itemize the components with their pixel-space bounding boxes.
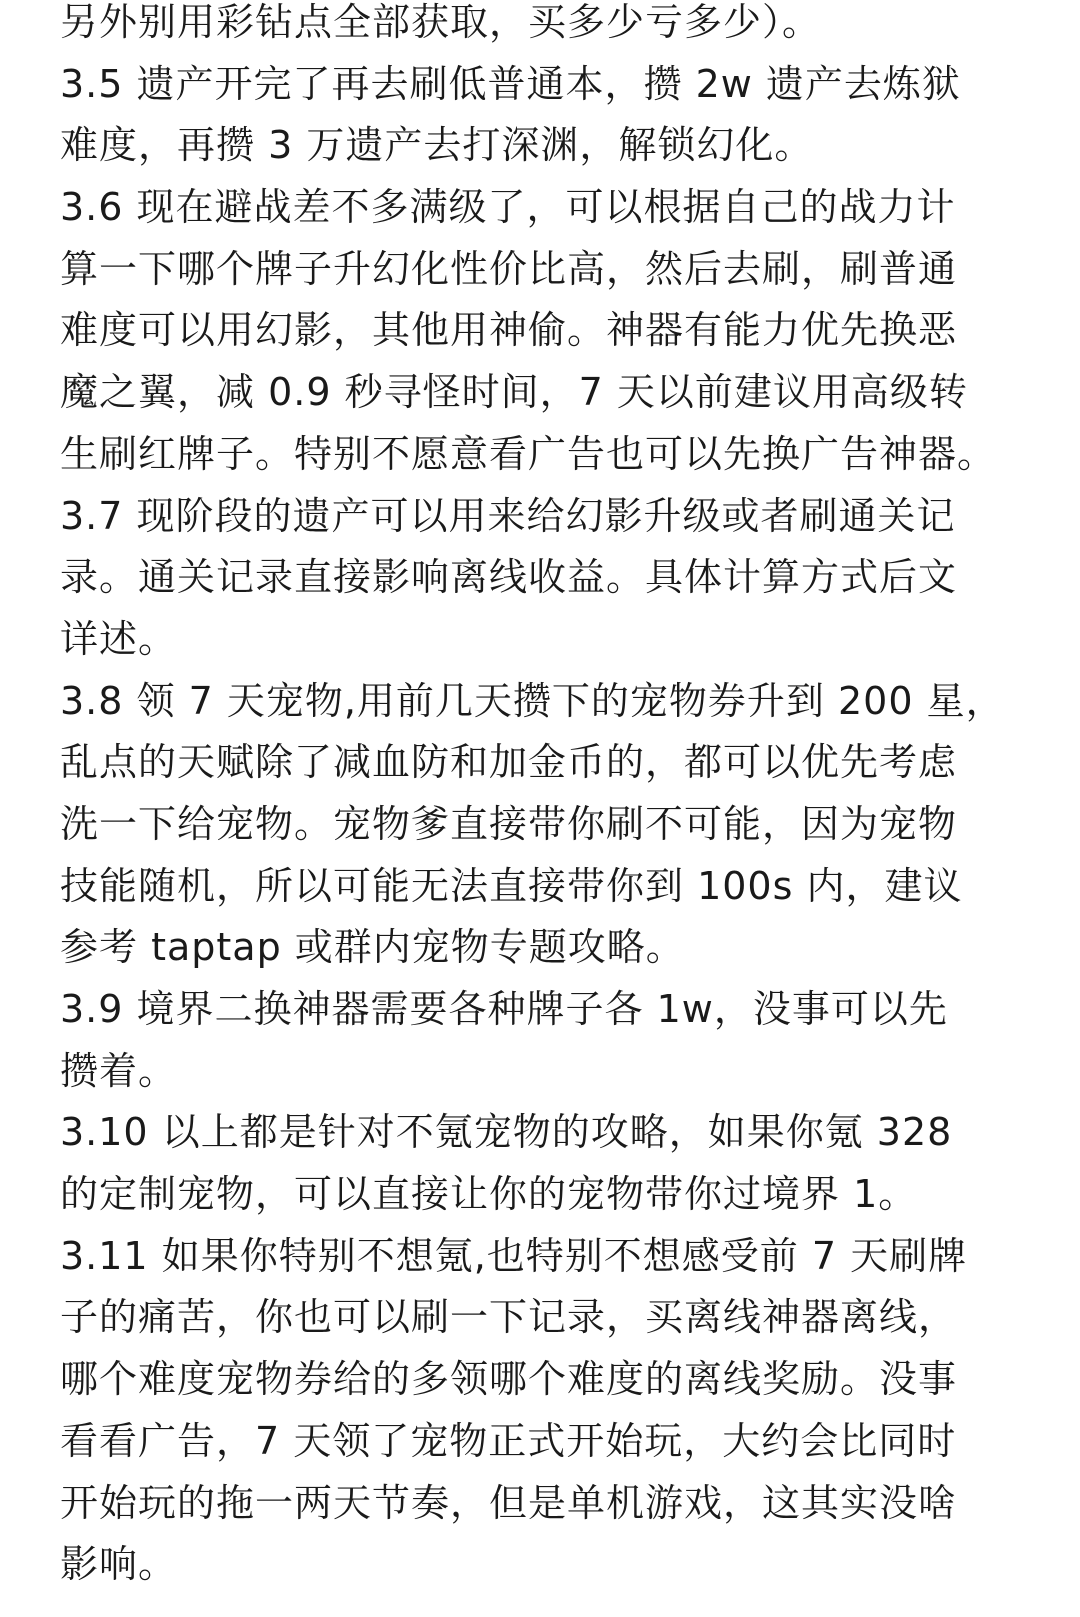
document-body	[60, 0, 1035, 1596]
text-line: 技能随机，所以可能无法直接带你到 100s 内，建议	[60, 863, 963, 908]
text-line: 子的痛苦，你也可以刷一下记录，买离线神器离线，	[60, 1295, 958, 1340]
text-line: 3.6 现在避战差不多满级了，可以根据自己的战力计	[60, 185, 956, 230]
text-line: 3.5 遗产开完了再去刷低普通本，攒 2w 遗产去炼狱	[60, 61, 961, 106]
text-line: 参考 taptap 或群内宠物专题攻略。	[60, 925, 685, 970]
text-line: 哪个难度宠物券给的多领哪个难度的离线奖励。没事	[60, 1357, 958, 1402]
text-line: 3.11 如果你特别不想氪,也特别不想感受前 7 天刷牌	[60, 1233, 968, 1278]
text-line: 的定制宠物，可以直接让你的宠物带你过境界 1。	[60, 1172, 918, 1217]
text-line: 影响。	[60, 1542, 178, 1587]
text-line: 算一下哪个牌子升幻化性价比高，然后去刷，刷普通	[60, 246, 958, 291]
text-line: 另外别用彩钻点全部获取，买多少亏多少）。	[60, 0, 822, 44]
text-line: 录。通关记录直接影响离线收益。具体计算方式后文	[60, 555, 958, 600]
text-line: 开始玩的拖一两天节奏，但是单机游戏，这其实没啥	[60, 1480, 958, 1525]
text-line: 生刷红牌子。特别不愿意看广告也可以先换广告神器。	[60, 431, 997, 476]
text-line: 3.7 现阶段的遗产可以用来给幻影升级或者刷通关记	[60, 493, 956, 538]
text-line: 攒着。	[60, 1048, 178, 1093]
text-line: 魔之翼，减 0.9 秒寻怪时间，7 天以前建议用高级转	[60, 370, 968, 415]
text-line: 3.10 以上都是针对不氪宠物的攻略，如果你氪 328	[60, 1110, 953, 1155]
text-line: 3.9 境界二换神器需要各种牌子各 1w，没事可以先	[60, 987, 948, 1031]
text-line: 看看广告，7 天领了宠物正式开始玩，大约会比同时	[60, 1418, 957, 1463]
text-line: 难度可以用幻影，其他用神偷。神器有能力优先换恶	[60, 308, 958, 353]
text-line: 3.8 领 7 天宠物,用前几天攒下的宠物券升到 200 星，	[60, 678, 1005, 723]
text-line: 乱点的天赋除了减血防和加金币的，都可以优先考虑	[60, 740, 958, 785]
text-line: 难度，再攒 3 万遗产去打深渊，解锁幻化。	[60, 123, 814, 168]
text-line: 详述。	[60, 616, 178, 661]
text-line: 洗一下给宠物。宠物爹直接带你刷不可能，因为宠物	[60, 801, 958, 846]
